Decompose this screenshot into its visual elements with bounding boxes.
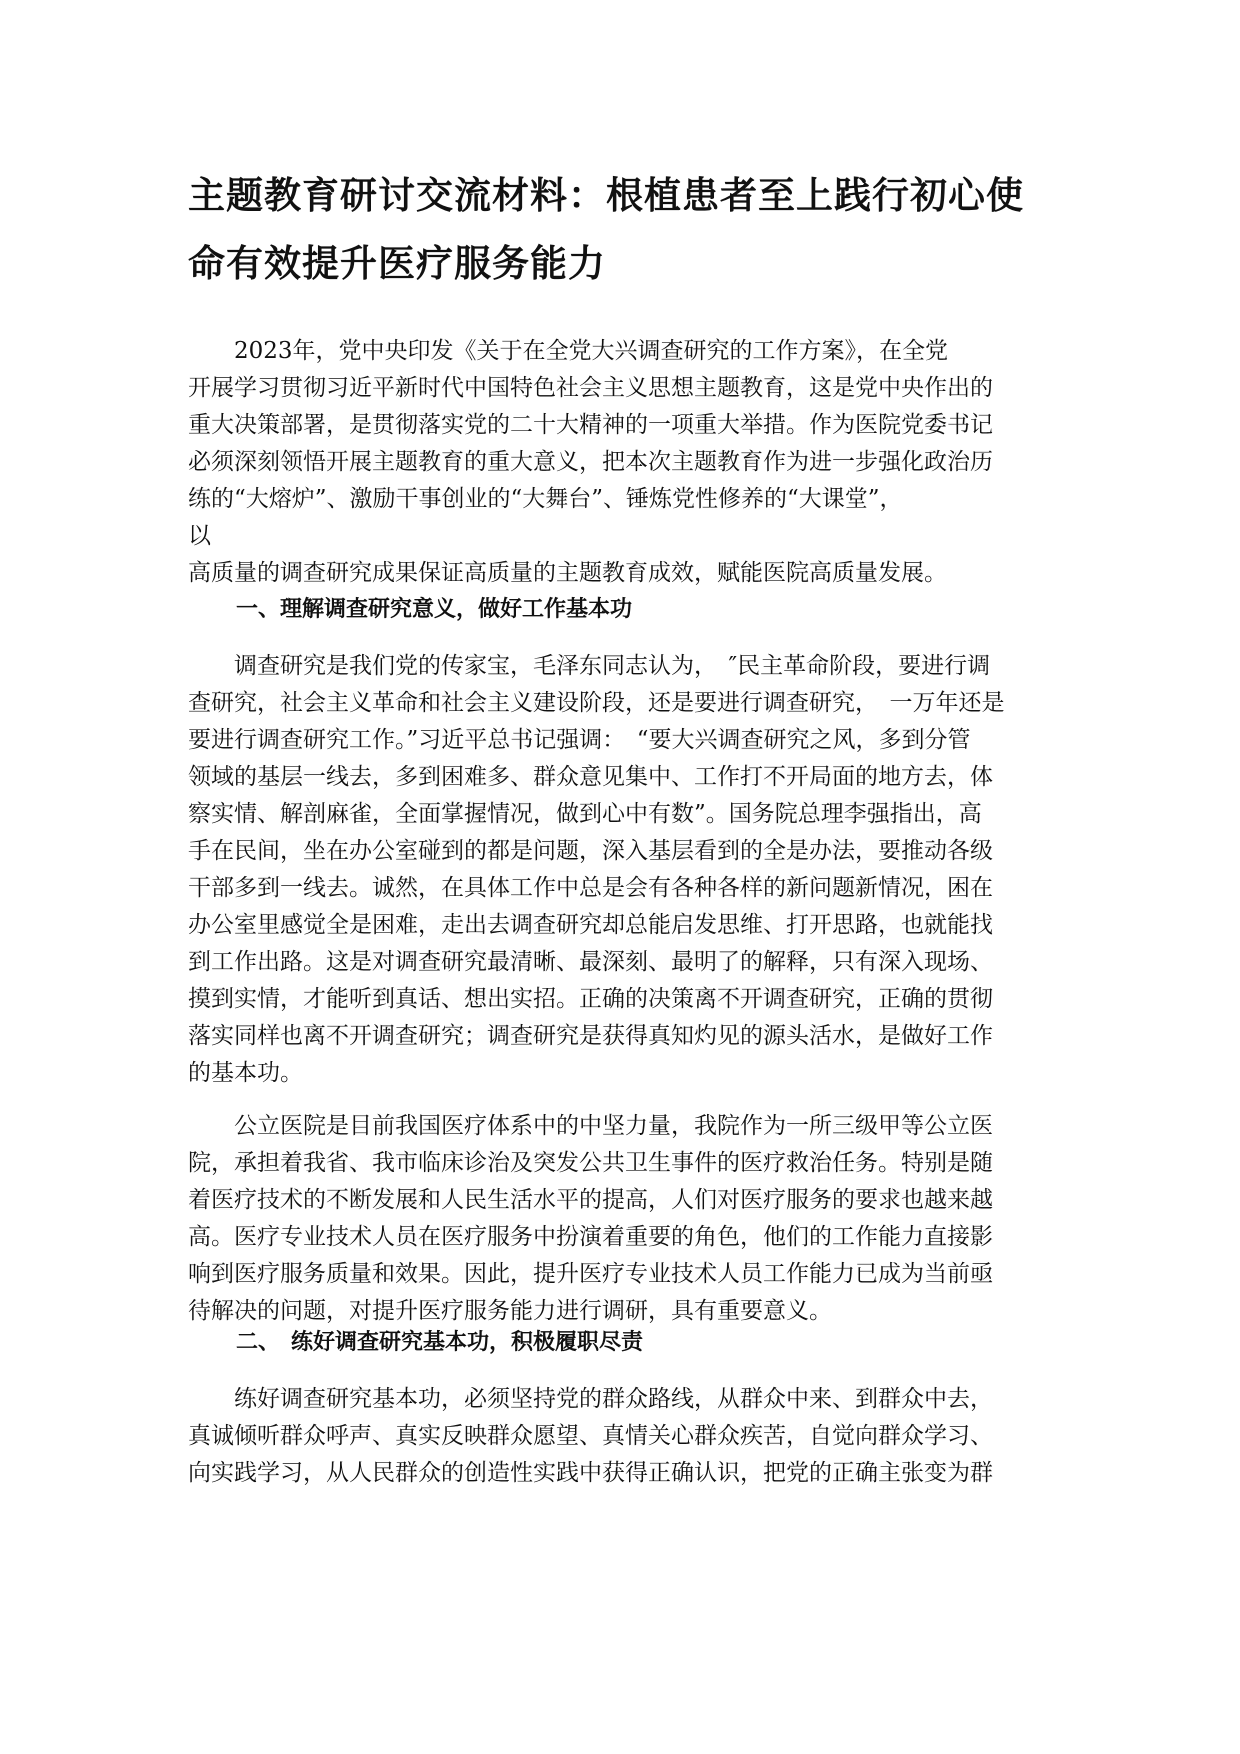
text-line: 响到医疗服务质量和效果。因此，提升医疗专业技术人员工作能力已成为当前亟 bbox=[188, 1261, 993, 1287]
text-line: 待解决的问题，对提升医疗服务能力进行调研，具有重要意义。 bbox=[188, 1298, 832, 1324]
text-line: 要进行调查研究工作。”习近平总书记强调： “要大兴调查研究之风，多到分管 bbox=[188, 727, 971, 753]
text-line: 手在民间，坐在办公室碰到的都是问题，深入基层看到的全是办法，要推动各级 bbox=[188, 838, 993, 864]
text-line: 以 bbox=[188, 523, 211, 549]
section-heading-1: 一、理解调查研究意义，做好工作基本功 bbox=[236, 597, 633, 622]
text-line: 摸到实情，才能听到真话、想出实招。正确的决策离不开调查研究，正确的贯彻 bbox=[188, 986, 993, 1012]
text-line: 办公室里感觉全是困难，走出去调查研究却总能启发思维、打开思路，也就能找 bbox=[188, 912, 993, 938]
text-line: 真诚倾听群众呼声、真实反映群众愿望、真情关心群众疾苦，自觉向群众学习、 bbox=[188, 1423, 993, 1449]
section-heading-2: 二、 练好调查研究基本功，积极履职尽责 bbox=[236, 1330, 644, 1355]
text-line: 察实情、解剖麻雀，全面掌握情况，做到心中有数”。国务院总理李强指出，高 bbox=[188, 801, 982, 827]
text-line: 高质量的调查研究成果保证高质量的主题教育成效，赋能医院高质量发展。 bbox=[188, 560, 947, 586]
paragraph-mass-line bbox=[188, 1381, 1052, 1492]
title-line: 命有效提升医疗服务能力 bbox=[188, 242, 606, 285]
paragraph-public-hospital bbox=[188, 1108, 1052, 1330]
text-line: 着医疗技术的不断发展和人民生活水平的提高，人们对医疗服务的要求也越来越 bbox=[188, 1187, 993, 1213]
text-line: 领域的基层一线去，多到困难多、群众意见集中、工作打不开局面的地方去，体 bbox=[188, 764, 993, 790]
title-line: 主题教育研讨交流材料：根植患者至上践行初心使 bbox=[188, 174, 1024, 217]
text-line: 2023年，党中央印发《关于在全党大兴调查研究的工作方案》，在全党 bbox=[188, 338, 949, 364]
text-line: 的基本功。 bbox=[188, 1060, 303, 1086]
text-line: 院，承担着我省、我市临床诊治及突发公共卫生事件的医疗救治任务。特别是随 bbox=[188, 1150, 993, 1176]
text-line: 公立医院是目前我国医疗体系中的中坚力量，我院作为一所三级甲等公立医 bbox=[188, 1113, 993, 1139]
text-line: 练好调查研究基本功，必须坚持党的群众路线，从群众中来、到群众中去， bbox=[188, 1386, 993, 1412]
text-line: 落实同样也离不开调查研究；调查研究是获得真知灼见的源头活水，是做好工作 bbox=[188, 1023, 993, 1049]
text-line: 必须深刻领悟开展主题教育的重大意义，把本次主题教育作为进一步强化政治历 bbox=[188, 449, 993, 475]
text-line: 调查研究是我们党的传家宝，毛泽东同志认为， ″民主革命阶段，要进行调 bbox=[188, 653, 991, 679]
text-line: 查研究，社会主义革命和社会主义建设阶段，还是要进行调查研究， 一万年还是 bbox=[188, 690, 1005, 716]
text-line: 练的“大熔炉”、激励干事创业的“大舞台”、锤炼党性修养的“大课堂”， bbox=[188, 486, 903, 512]
text-line: 到工作出路。这是对调查研究最清晰、最深刻、最明了的解释，只有深入现场、 bbox=[188, 949, 993, 975]
text-line: 向实践学习，从人民群众的创造性实践中获得正确认识，把党的正确主张变为群 bbox=[188, 1460, 993, 1486]
text-line: 高。医疗专业技术人员在医疗服务中扮演着重要的角色，他们的工作能力直接影 bbox=[188, 1224, 993, 1250]
paragraph-intro bbox=[188, 333, 1052, 592]
paragraph-research-meaning bbox=[188, 648, 1052, 1092]
text-line: 开展学习贯彻习近平新时代中国特色社会主义思想主题教育，这是党中央作出的 bbox=[188, 375, 993, 401]
text-line: 干部多到一线去。诚然，在具体工作中总是会有各种各样的新问题新情况，困在 bbox=[188, 875, 993, 901]
text-line: 重大决策部署，是贯彻落实党的二十大精神的一项重大举措。作为医院党委书记 bbox=[188, 412, 993, 438]
document-title bbox=[188, 162, 1058, 298]
